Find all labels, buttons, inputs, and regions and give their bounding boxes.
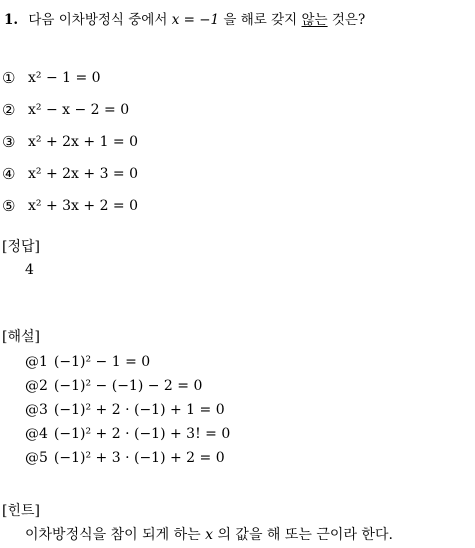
choice-marker: ⑤ xyxy=(2,197,16,215)
explanation-ref: @4 xyxy=(25,426,48,442)
question-condition: x = −1 xyxy=(171,12,220,28)
explanation-expression: (−1)² − (−1) − 2 = 0 xyxy=(53,378,203,394)
question-underlined-word: 않는 xyxy=(301,12,328,28)
question-text-after: 것은? xyxy=(331,12,366,28)
question-stem xyxy=(4,8,365,28)
answer-value: 4 xyxy=(25,262,34,278)
explanation-ref: @3 xyxy=(25,402,48,418)
explanation-line-4 xyxy=(25,422,230,446)
explanation-line-3 xyxy=(25,398,230,422)
explanation-line-2 xyxy=(25,374,230,398)
hint-variable: x xyxy=(205,527,213,543)
choice-expression: x² + 2x + 3 = 0 xyxy=(28,166,139,182)
explanation-ref: @1 xyxy=(25,354,48,370)
explanation-line-1 xyxy=(25,350,230,374)
choice-expression: x² + 3x + 2 = 0 xyxy=(28,198,139,214)
choice-marker: ① xyxy=(2,69,16,87)
choice-expression: x² − x − 2 = 0 xyxy=(28,102,130,118)
choice-2[interactable] xyxy=(2,94,138,126)
choice-expression: x² − 1 = 0 xyxy=(28,70,101,86)
answer-label: [정답] xyxy=(2,239,40,255)
choice-expression: x² + 2x + 1 = 0 xyxy=(28,134,139,150)
hint-text xyxy=(25,524,393,544)
choice-list xyxy=(2,62,138,222)
hint-text-after: 의 값을 해 또는 근이라 한다. xyxy=(217,527,393,543)
choice-marker: ③ xyxy=(2,133,16,151)
question-text-middle: 을 해로 갖지 xyxy=(223,12,298,28)
explanation-label: [해설] xyxy=(2,329,40,345)
explanation-line-5 xyxy=(25,446,230,470)
explanation-ref: @5 xyxy=(25,450,48,466)
hint-text-before: 이차방정식을 참이 되게 하는 xyxy=(25,527,201,543)
explanation-expression: (−1)² + 3 · (−1) + 2 = 0 xyxy=(53,450,225,466)
hint-label: [힌트] xyxy=(2,503,40,519)
choice-4[interactable] xyxy=(2,158,138,190)
choice-3[interactable] xyxy=(2,126,138,158)
explanation-expression: (−1)² + 2 · (−1) + 1 = 0 xyxy=(53,402,225,418)
choice-5[interactable] xyxy=(2,190,138,222)
choice-marker: ② xyxy=(2,101,16,119)
explanation-ref: @2 xyxy=(25,378,48,394)
explanation-expression: (−1)² + 2 · (−1) + 3! = 0 xyxy=(53,426,231,442)
question-text-before: 다음 이차방정식 중에서 xyxy=(28,12,168,28)
explanation-expression: (−1)² − 1 = 0 xyxy=(53,354,151,370)
explanation-lines xyxy=(25,350,230,470)
question-number: 1. xyxy=(4,12,19,28)
choice-1[interactable] xyxy=(2,62,138,94)
choice-marker: ④ xyxy=(2,165,16,183)
